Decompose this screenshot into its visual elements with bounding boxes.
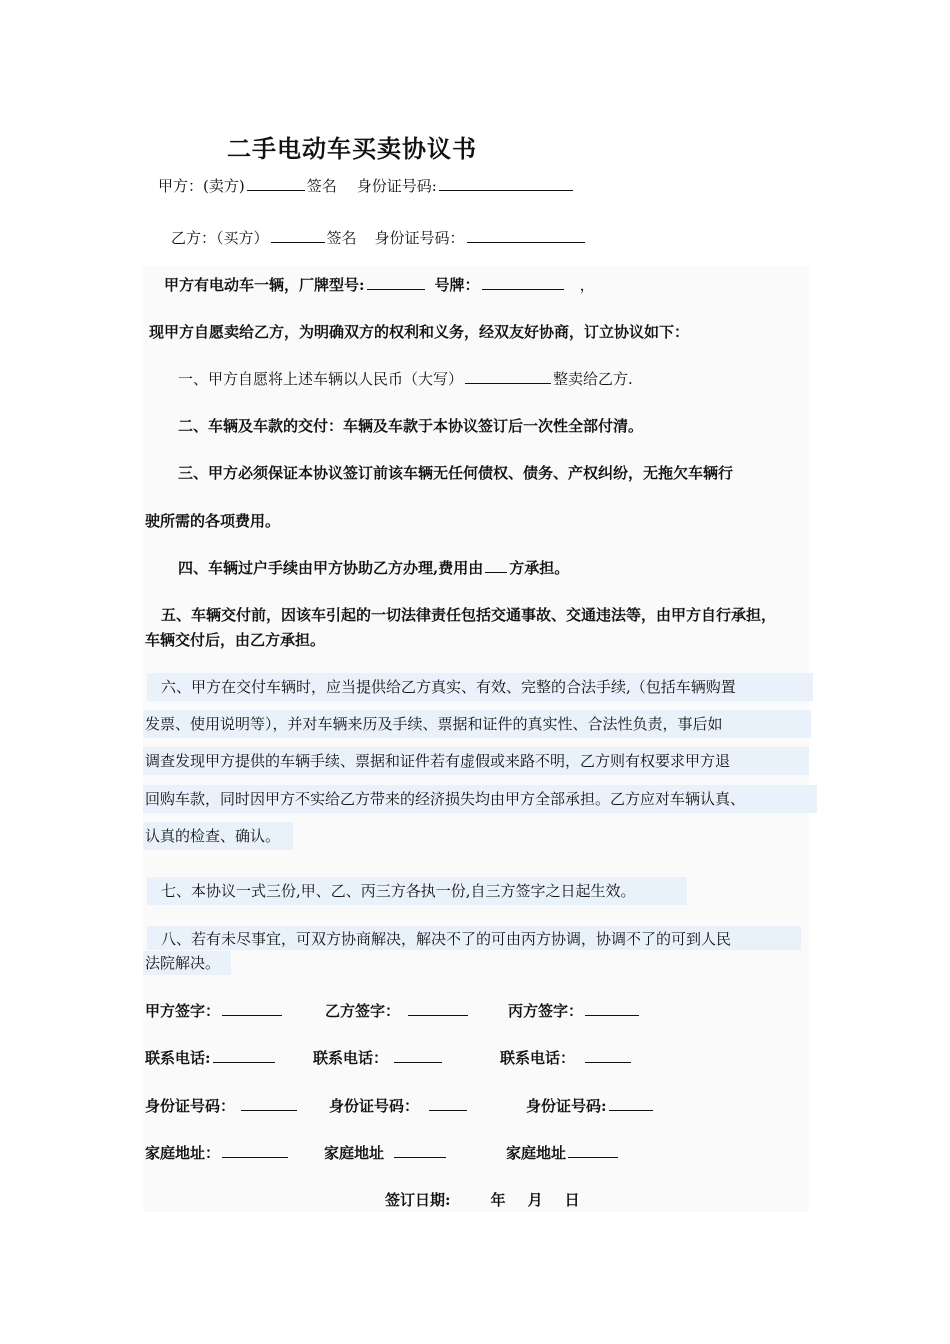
blank-line bbox=[568, 1143, 618, 1158]
date-year: 年 bbox=[490, 1191, 506, 1209]
blank-line bbox=[394, 1143, 446, 1158]
blank-line bbox=[429, 1096, 467, 1111]
party-a-label: 甲方：(卖方) bbox=[158, 177, 245, 195]
sign-c-label: 丙方签字： bbox=[508, 1002, 584, 1020]
blank-line bbox=[394, 1048, 442, 1063]
clause-1-text: 一、甲方自愿将上述车辆以人民币（大写） bbox=[178, 370, 464, 388]
party-a-line bbox=[158, 176, 575, 196]
phone-c-label: 联系电话： bbox=[500, 1049, 576, 1067]
blank-line bbox=[271, 228, 325, 243]
blank-line bbox=[467, 228, 585, 243]
addr-a-label: 家庭地址： bbox=[145, 1144, 221, 1162]
party-b-line bbox=[171, 228, 587, 248]
clause-3-line-2: 驶所需的各项费用。 bbox=[145, 512, 281, 530]
blank-line bbox=[439, 176, 573, 191]
blank-line bbox=[241, 1096, 297, 1111]
addr-c-label: 家庭地址 bbox=[506, 1144, 567, 1162]
document-title: 二手电动车买卖协议书 bbox=[227, 134, 477, 163]
clause-6-line-1: 六、甲方在交付车辆时，应当提供给乙方真实、有效、完整的合法手续,（包括车辆购置 bbox=[161, 678, 736, 696]
sign-c bbox=[508, 1001, 641, 1021]
clause-6-line-5: 认真的检查、确认。 bbox=[145, 827, 281, 845]
agreement-intro: 现甲方自愿卖给乙方，为明确双方的权利和义务，经双友好协商，订立协议如下： bbox=[149, 323, 690, 341]
clause-2: 二、车辆及车款的交付：车辆及车款于本协议签订后一次性全部付清。 bbox=[178, 417, 644, 435]
blank-line bbox=[213, 1048, 275, 1063]
id-c-label: 身份证号码: bbox=[526, 1097, 607, 1115]
phone-b-label: 联系电话： bbox=[313, 1049, 389, 1067]
shaded-region bbox=[143, 266, 809, 1212]
clause-4 bbox=[178, 558, 569, 578]
blank-line bbox=[222, 1001, 282, 1016]
clause-4-end: 方承担。 bbox=[509, 559, 570, 577]
date-label: 签订日期: bbox=[385, 1191, 451, 1209]
clause-6-line-3: 调查发现甲方提供的车辆手续、票据和证件若有虚假或来路不明，乙方则有权要求甲方退 bbox=[145, 752, 731, 770]
sign-a-label: 甲方签字： bbox=[145, 1002, 221, 1020]
addr-c bbox=[506, 1143, 620, 1163]
blank-line bbox=[485, 558, 507, 573]
party-a-sign-label: 签名 bbox=[306, 177, 337, 195]
phone-a-label: 联系电话: bbox=[145, 1049, 211, 1067]
party-a-id-label: 身份证号码: bbox=[356, 177, 437, 195]
addr-a bbox=[145, 1143, 290, 1163]
phone-b bbox=[313, 1048, 444, 1068]
id-c bbox=[526, 1096, 655, 1116]
party-b-label: 乙方：（买方） bbox=[171, 229, 269, 247]
clause-4-text: 四、车辆过户手续由甲方协助乙方办理,费用由 bbox=[178, 559, 484, 577]
clause-5-line-2: 车辆交付后，由乙方承担。 bbox=[145, 631, 326, 649]
date-month: 月 bbox=[527, 1191, 543, 1209]
id-b-label: 身份证号码： bbox=[329, 1097, 420, 1115]
sign-date bbox=[385, 1190, 580, 1210]
party-b-id-label: 身份证号码： bbox=[374, 229, 465, 247]
phone-c bbox=[500, 1048, 633, 1068]
blank-line bbox=[465, 369, 551, 384]
date-day: 日 bbox=[564, 1191, 580, 1209]
vehicle-line bbox=[164, 275, 595, 295]
vehicle-text: 甲方有电动车一辆，厂牌型号: bbox=[164, 276, 365, 294]
blank-line bbox=[222, 1143, 288, 1158]
party-b-sign-label: 签名 bbox=[326, 229, 357, 247]
clause-6-line-4: 回购车款，同时因甲方不实给乙方带来的经济损失均由甲方全部承担。乙方应对车辆认真、 bbox=[145, 790, 746, 808]
blank-line bbox=[609, 1096, 653, 1111]
comma: ， bbox=[579, 276, 595, 294]
clause-7: 七、本协议一式三份,甲、乙、丙三方各执一份,自三方签字之日起生效。 bbox=[161, 882, 636, 900]
blank-line bbox=[367, 275, 425, 290]
id-a bbox=[145, 1096, 299, 1116]
blank-line bbox=[247, 176, 305, 191]
plate-label: 号牌： bbox=[434, 276, 480, 294]
clause-8-line-2: 法院解决。 bbox=[145, 954, 221, 972]
blank-line bbox=[585, 1048, 631, 1063]
sign-b bbox=[325, 1001, 470, 1021]
sign-b-label: 乙方签字： bbox=[325, 1002, 401, 1020]
blank-line bbox=[482, 275, 564, 290]
phone-a bbox=[145, 1048, 277, 1068]
sign-a bbox=[145, 1001, 284, 1021]
clause-8-line-1: 八、若有未尽事宜，可双方协商解决，解决不了的可由丙方协调，协调不了的可到人民 bbox=[161, 930, 732, 948]
id-b bbox=[329, 1096, 469, 1116]
blank-line bbox=[408, 1001, 468, 1016]
id-a-label: 身份证号码： bbox=[145, 1097, 236, 1115]
clause-5-line-1: 五、车辆交付前，因该车引起的一切法律责任包括交通事故、交通违法等，由甲方自行承担， bbox=[161, 606, 777, 624]
clause-3-line-1: 三、甲方必须保证本协议签订前该车辆无任何债权、债务、产权纠纷，无拖欠车辆行 bbox=[178, 464, 734, 482]
addr-b bbox=[324, 1143, 448, 1163]
blank-line bbox=[585, 1001, 639, 1016]
clause-1-end: 整卖给乙方. bbox=[553, 370, 633, 388]
clause-6-line-2: 发票、使用说明等），并对车辆来历及手续、票据和证件的真实性、合法性负责，事后如 bbox=[145, 715, 723, 733]
addr-b-label: 家庭地址 bbox=[324, 1144, 385, 1162]
clause-1 bbox=[178, 369, 633, 389]
